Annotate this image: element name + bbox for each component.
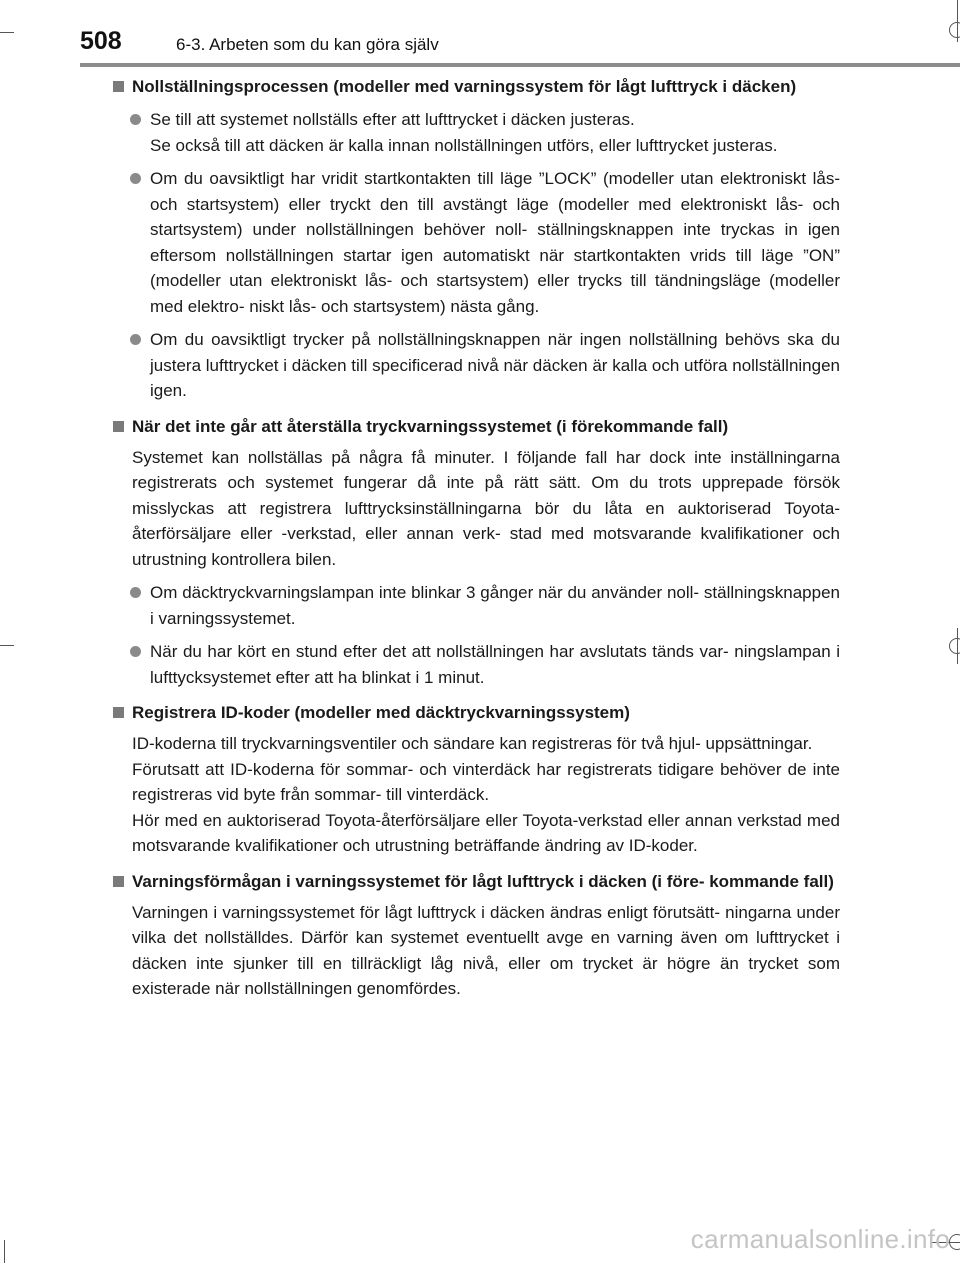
page-content xyxy=(112,74,840,1012)
square-bullet-icon xyxy=(113,876,124,887)
section-title xyxy=(112,869,840,894)
section-title xyxy=(112,414,840,439)
section-title xyxy=(112,74,840,99)
paragraph-text: Systemet kan nollställas på några få minuter. I följande fall har dock inte inställningarna registrerats och systemet fungerar då inte på rätt sätt. Om du trots upprepade försök misslyckas att registrera lufttrycksinställningarna bör du låta en auktoriserad Toyota-återförsäljare eller -verkstad, eller annan verk- stad med motsvarande kvalifikationer och utrustning kontrollera bilen. xyxy=(132,447,840,569)
crop-mark xyxy=(4,1240,5,1263)
section-title-text: När det inte går att återställa tryckvarningssystemet (i förekommande fall) xyxy=(132,416,729,436)
bullet-text: Se också till att däcken är kalla innan nollställningen utförs, eller lufttrycket justeras. xyxy=(150,135,778,155)
circle-bullet-icon xyxy=(130,334,141,345)
bullet-text: Om däcktryckvarningslampan inte blinkar 3 gånger när du använder noll- ställningsknappen i varningssystemet. xyxy=(150,583,840,628)
bullet-text: Om du oavsiktligt har vridit startkontakten till läge ”LOCK” (modeller utan elektroniskt lås- och startsystem) eller tryckt den till avstängt läge (modeller med elektroniskt lås- och startsystem) under nollställningen behöver noll- ställningsknappen inte tryckas in igen eftersom nollställningen startar igen automatiskt när startkontakten vrids till läge ”ON” (modeller utan elektroniskt lås- och startsystem) eller trycks till tändningsläge (modeller med elektro- niskt lås- och startsystem) nästa gång. xyxy=(150,169,840,316)
paragraph-text: Hör med en auktoriserad Toyota-återförsäljare eller Toyota-verkstad eller annan verkstad med motsvarande kvalifikationer och utrustning beträffande ändring av ID-koder. xyxy=(132,810,840,855)
paragraph-text: Förutsatt att ID-koderna för sommar- och vinterdäck har registrerats tidigare behöver de inte registreras vid byte från sommar- till vinterdäck. xyxy=(132,759,840,804)
watermark: carmanualsonline.info xyxy=(690,1224,950,1254)
registration-mark xyxy=(949,1234,960,1250)
square-bullet-icon xyxy=(113,421,124,432)
page-header xyxy=(80,24,960,64)
bullet-text: När du har kört en stund efter det att nollställningen har avslutats tänds var- ningslampan i lufttycksystemet efter att ha blinkat i 1 minut. xyxy=(150,642,840,687)
bullet-item xyxy=(112,580,840,631)
section xyxy=(112,414,840,691)
circle-bullet-icon xyxy=(130,646,141,657)
paragraph-text: Varningen i varningssystemet för lågt lufttryck i däcken ändras enligt förutsätt- ningarna under vilka det nollställdes. Därför kan systemet eventuellt avge en varning även om lufttrycket i däcken inte sjunker till en tillräckligt låg nivå, eller om trycket är högre än trycket som existerade när nollställningen genomfördes. xyxy=(132,902,840,998)
chapter-title: 6-3. Arbeten som du kan göra själv xyxy=(176,35,439,54)
section xyxy=(112,869,840,1002)
circle-bullet-icon xyxy=(130,173,141,184)
bullet-item xyxy=(112,107,840,158)
body-paragraph xyxy=(112,445,840,573)
bullet-item xyxy=(112,639,840,690)
body-paragraph xyxy=(112,731,840,859)
paragraph-text: ID-koderna till tryckvarningsventiler och sändare kan registreras för två hjul- uppsättningar. xyxy=(132,734,813,753)
crop-mark xyxy=(0,32,14,33)
header-rule xyxy=(80,63,960,67)
bullet-item xyxy=(112,166,840,319)
square-bullet-icon xyxy=(113,707,124,718)
section-title xyxy=(112,700,840,725)
circle-bullet-icon xyxy=(130,587,141,598)
crop-mark xyxy=(0,645,14,646)
square-bullet-icon xyxy=(113,81,124,92)
section-title-text: Nollställningsprocessen (modeller med varningssystem för lågt lufttryck i däcken) xyxy=(132,77,797,96)
section xyxy=(112,700,840,859)
bullet-text: Se till att systemet nollställs efter att lufttrycket i däcken justeras. xyxy=(150,110,635,129)
bullet-text: Om du oavsiktligt trycker på nollställningsknappen när ingen nollställning behövs ska du justera lufttrycket i däcken till specificerad nivå när däcken är kalla och utföra nollställningen igen. xyxy=(150,330,840,400)
section-title-text: Registrera ID-koder (modeller med däcktryckvarningssystem) xyxy=(132,703,630,722)
bullet-item xyxy=(112,327,840,404)
registration-mark xyxy=(949,638,960,654)
page-number: 508 xyxy=(80,27,122,55)
section xyxy=(112,74,840,404)
body-paragraph xyxy=(112,900,840,1002)
circle-bullet-icon xyxy=(130,114,141,125)
section-title-text: Varningsförmågan i varningssystemet för lågt lufttryck i däcken (i före- kommande fall) xyxy=(132,871,834,891)
